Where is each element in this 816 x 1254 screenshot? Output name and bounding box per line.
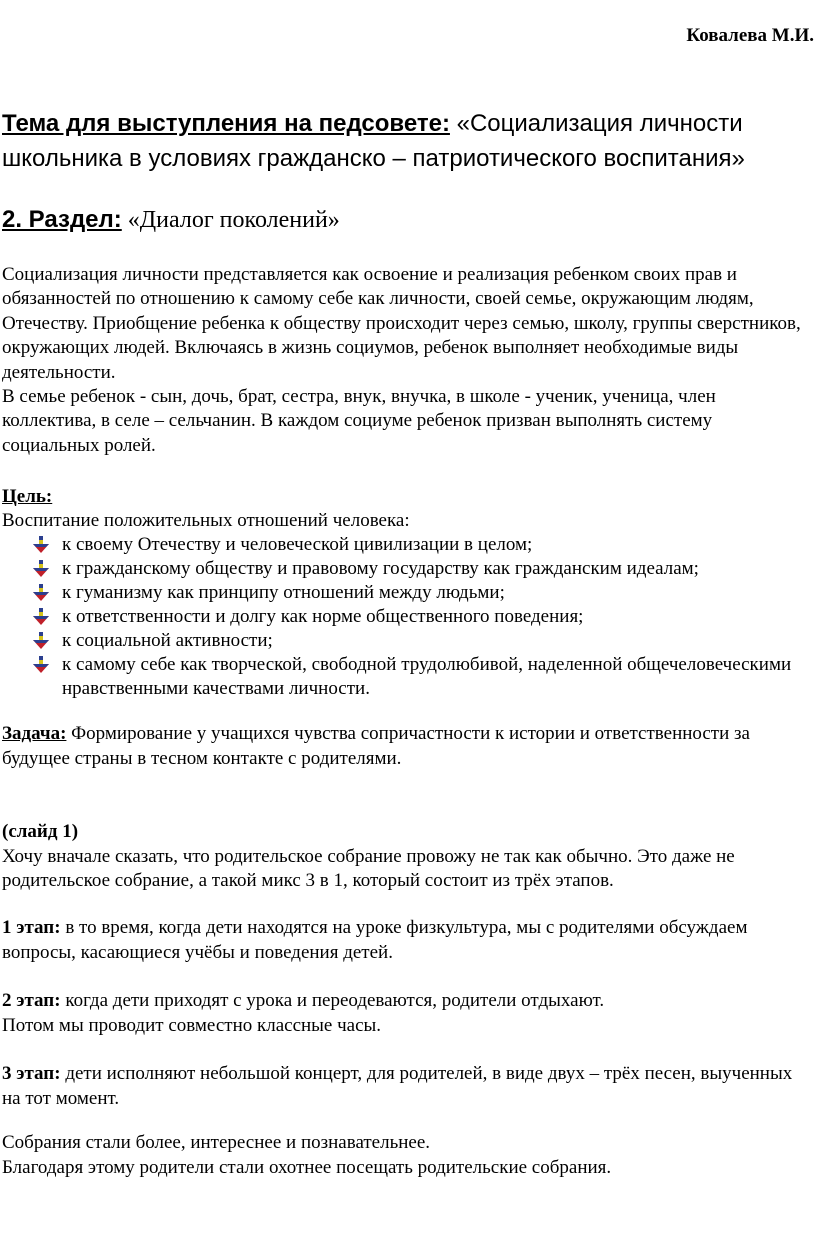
- stage-1-block: [2, 916, 814, 965]
- slide-text: Хочу вначале сказать, что родительское собрание провожу не так как обычно. Это даже не родительское собрание, а такой микс 3 в 1, который состоит из трёх этапов.: [2, 845, 735, 891]
- goal-list-item: к социальной активности;: [2, 629, 814, 653]
- stage-2-line2: Потом мы проводит совместно классные часы.: [2, 1014, 382, 1036]
- goal-block: [2, 485, 814, 701]
- title-text: «Социализация личности школьника в условиях гражданско – патриотического воспитания»: [2, 110, 745, 172]
- goal-list-item: к гуманизму как принципу отношений между людьми;: [2, 581, 814, 605]
- stage-3-label: 3 этап:: [2, 1063, 61, 1084]
- arrow-down-bullet-icon: [32, 632, 50, 650]
- goal-list-item: к ответственности и долгу как норме общественного поведения;: [2, 605, 814, 629]
- arrow-down-bullet-icon: [32, 584, 50, 602]
- slide-block: [2, 820, 814, 894]
- task-text: Формирование у учащихся чувства сопричастности к истории и ответственности за будущее страны в тесном контакте с родителями.: [2, 723, 750, 769]
- arrow-down-bullet-icon: [32, 608, 50, 626]
- section-label: 2. Раздел:: [2, 206, 122, 233]
- arrow-down-bullet-icon: [32, 536, 50, 554]
- goal-list-item: к самому себе как творческой, свободной трудолюбивой, наделенной общечеловеческими нравственными качествами личности.: [2, 653, 814, 701]
- section-text: «Диалог поколений»: [121, 207, 340, 233]
- title-label: Тема для выступления на педсовете:: [2, 110, 450, 137]
- intro-text: [2, 263, 814, 458]
- author-name: Ковалева М.И.: [686, 25, 814, 46]
- goal-heading: Цель:: [2, 486, 53, 507]
- stage-3-text: дети исполняют небольшой концерт, для родителей, в виде двух – трёх песен, выученных на тот момент.: [2, 1063, 793, 1109]
- stage-1-label: 1 этап:: [2, 917, 61, 938]
- stage-2-block: [2, 989, 814, 1038]
- intro-paragraph-2: В семье ребенок - сын, дочь, брат, сестра, внук, внучка, в школе - ученик, ученица, член коллектива, в селе – сельчанин. В каждом социуме ребенок призван выполнять систему социальных ролей.: [2, 386, 716, 456]
- task-heading: Задача:: [2, 723, 67, 744]
- closing-block: [2, 1131, 814, 1180]
- stage-1-text: в то время, когда дети находятся на уроке физкультура, мы с родителями обсуждаем вопросы, касающиеся учёбы и поведения детей.: [2, 917, 748, 963]
- section-heading: [2, 202, 812, 238]
- arrow-down-bullet-icon: [32, 560, 50, 578]
- document-title: [2, 106, 812, 176]
- stage-2-text: когда дети приходят с урока и переодеваются, родители отдыхают.: [60, 990, 605, 1011]
- goal-list-item: к гражданскому обществу и правовому государству как гражданским идеалам;: [2, 557, 814, 581]
- goal-lead: Воспитание положительных отношений человека:: [2, 510, 410, 531]
- task-block: [2, 722, 814, 771]
- stage-3-block: [2, 1062, 814, 1111]
- closing-line-2: Благодаря этому родители стали охотнее посещать родительские собрания.: [2, 1156, 612, 1178]
- goal-list: [2, 533, 814, 701]
- intro-paragraph-1: Социализация личности представляется как освоение и реализация ребенком своих прав и обязанностей по отношению к самому себе как личности, своей семье, окружающим людям, Отечеству. Приобщение ребенка к обществу происходит через семью, школу, группы сверстников, окружающих людей. Включаясь в жизнь социумов, ребенок выполняет необходимые виды деятельности.: [2, 264, 801, 383]
- closing-line-1: Собрания стали более, интереснее и познавательнее.: [2, 1132, 431, 1153]
- slide-heading: (слайд 1): [2, 821, 79, 842]
- arrow-down-bullet-icon: [32, 656, 50, 674]
- goal-list-item: к своему Отечеству и человеческой цивилизации в целом;: [2, 533, 814, 557]
- stage-2-label: 2 этап:: [2, 990, 61, 1011]
